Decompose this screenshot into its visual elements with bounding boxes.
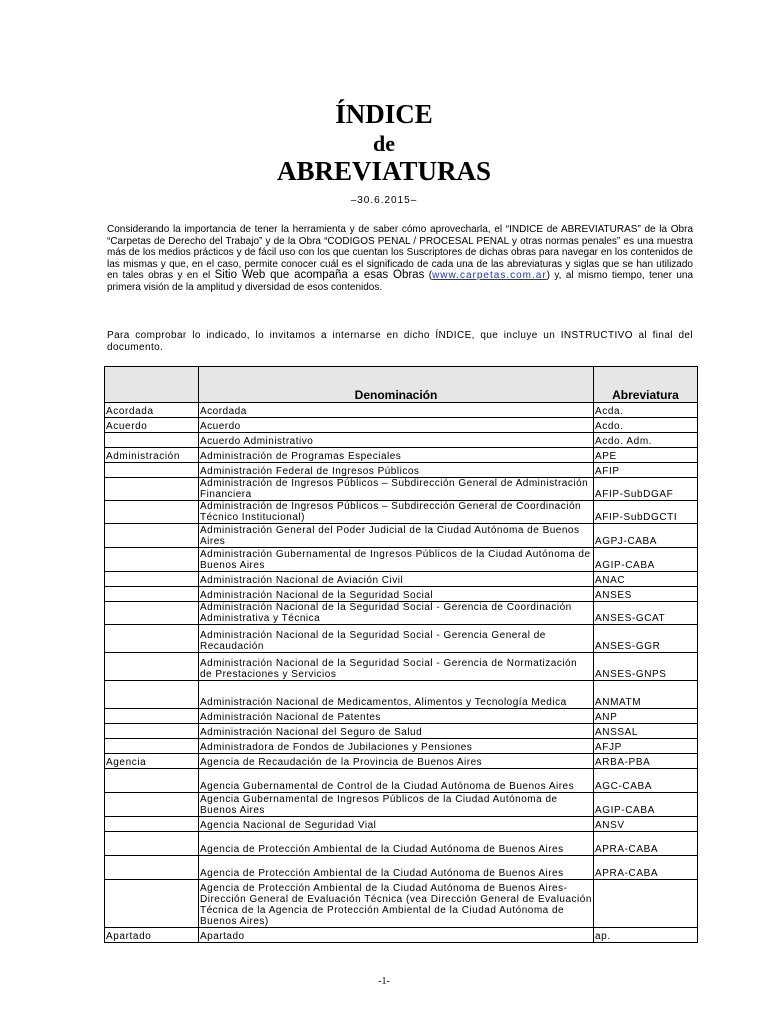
table-row <box>105 403 698 418</box>
row-category <box>105 739 199 754</box>
row-denominacion: Agencia de Recaudación de la Provincia de Buenos Aires <box>199 754 594 769</box>
row-abreviatura: AFIP <box>594 463 698 478</box>
row-abreviatura: APRA-CABA <box>594 856 698 880</box>
instructions-paragraph: Para comprobar lo indicado, lo invitamos a internarse en dicho ÍNDICE, que incluye un INSTRUCTIVO al final del documento. <box>107 330 693 353</box>
row-abreviatura: ANP <box>594 709 698 724</box>
table-row <box>105 572 698 587</box>
row-denominacion: Agencia Gubernamental de Control de la Ciudad Autónoma de Buenos Aires <box>199 769 594 793</box>
row-category <box>105 793 199 817</box>
page-subtitle: ABREVIATURAS <box>276 156 492 186</box>
row-abreviatura: APRA-CABA <box>594 832 698 856</box>
row-category <box>105 501 199 524</box>
row-denominacion: Administración General del Poder Judicial de la Ciudad Autónoma de Buenos Aires <box>199 524 594 548</box>
row-abreviatura: ANSES-GGR <box>594 625 698 653</box>
table-row <box>105 433 698 448</box>
row-denominacion: Administración Nacional de Aviación Civil <box>199 572 594 587</box>
row-denominacion: Agencia Nacional de Seguridad Vial <box>199 817 594 832</box>
table-row <box>105 724 698 739</box>
row-category: Apartado <box>105 928 199 943</box>
row-abreviatura: AFIP-SubDGAF <box>594 478 698 501</box>
row-category <box>105 524 199 548</box>
row-abreviatura: ANSES-GNPS <box>594 653 698 681</box>
row-abreviatura: ARBA-PBA <box>594 754 698 769</box>
row-denominacion: Acuerdo <box>199 418 594 433</box>
row-denominacion: Agencia de Protección Ambiental de la Ciudad Autónoma de Buenos Aires <box>199 832 594 856</box>
website-link[interactable]: www.carpetas.com.ar <box>432 270 547 282</box>
row-abreviatura: ANSES-GCAT <box>594 602 698 625</box>
table-row <box>105 856 698 880</box>
row-category <box>105 817 199 832</box>
row-abreviatura: ANSV <box>594 817 698 832</box>
table-header-row <box>105 367 698 403</box>
row-category <box>105 709 199 724</box>
row-abreviatura: ANMATM <box>594 681 698 709</box>
table-row <box>105 832 698 856</box>
table-row <box>105 587 698 602</box>
table-row <box>105 448 698 463</box>
table-row <box>105 602 698 625</box>
row-category <box>105 602 199 625</box>
table-row <box>105 501 698 524</box>
table-row <box>105 769 698 793</box>
row-abreviatura: ANSES <box>594 587 698 602</box>
row-category <box>105 653 199 681</box>
header-denominacion: Denominación <box>199 367 594 403</box>
row-abreviatura: Acda. <box>594 403 698 418</box>
table-row <box>105 681 698 709</box>
row-category <box>105 832 199 856</box>
row-denominacion: Agencia de Protección Ambiental de la Ciudad Autónoma de Buenos Aires-Dirección General de Evaluación Técnica (vea Dirección General de Evaluación Técnica de la Agencia de Protección Ambiental de la Ciudad Autónoma de Buenos Aires) <box>199 880 594 928</box>
page-title: ÍNDICE <box>335 99 433 129</box>
row-denominacion: Agencia Gubernamental de Ingresos Públicos de la Ciudad Autónoma de Buenos Aires <box>199 793 594 817</box>
row-category: Acordada <box>105 403 199 418</box>
row-denominacion: Agencia de Protección Ambiental de la Ciudad Autónoma de Buenos Aires <box>199 856 594 880</box>
row-abreviatura: ANAC <box>594 572 698 587</box>
row-denominacion: Administración de Programas Especiales <box>199 448 594 463</box>
table-row <box>105 653 698 681</box>
row-category <box>105 681 199 709</box>
row-denominacion: Administración Nacional de la Seguridad Social <box>199 587 594 602</box>
intro-text-d: ) y, al mismo tiempo, tener una primera visión de la amplitud y diversidad de esos contenidos. <box>107 270 694 293</box>
row-denominacion: Administración Nacional de la Seguridad Social - Gerencia de Coordinación Administrativa y Técnica <box>199 602 594 625</box>
row-category <box>105 724 199 739</box>
row-category: Acuerdo <box>105 418 199 433</box>
row-denominacion: Acuerdo Administrativo <box>199 433 594 448</box>
abbreviations-table <box>104 366 698 943</box>
intro-text-paren: ( <box>424 270 433 282</box>
row-category <box>105 587 199 602</box>
row-abreviatura: Acdo. <box>594 418 698 433</box>
row-category: Administración <box>105 448 199 463</box>
document-date: –30.6.2015– <box>350 195 418 206</box>
row-abreviatura: Acdo. Adm. <box>594 433 698 448</box>
row-denominacion: Apartado <box>199 928 594 943</box>
row-denominacion: Administración de Ingresos Públicos – Subdirección General de Administración Financiera <box>199 478 594 501</box>
row-category <box>105 548 199 572</box>
row-abreviatura: ap. <box>594 928 698 943</box>
table-row <box>105 928 698 943</box>
row-denominacion: Administradora de Fondos de Jubilaciones y Pensiones <box>199 739 594 754</box>
table-row <box>105 625 698 653</box>
table-row <box>105 418 698 433</box>
row-denominacion: Acordada <box>199 403 594 418</box>
row-abreviatura: AGIP-CABA <box>594 548 698 572</box>
row-category <box>105 463 199 478</box>
table-row <box>105 817 698 832</box>
intro-text-a: Considerando la importancia de tener la herramienta y de saber cómo aprovecharla, el “INDICE de ABREVIATURAS” de la Obra “Carpetas de Derecho del Trabajo” y de la Obra “CODIGOS PENAL / PROCESAL PENAL y otras normas penales” es una muestra más de los medios prácticos y de fácil uso con los que cuentan los Suscriptores de dichas obras para navegar en los contenidos de las mismas y que, en el caso, permite conocer cuál es el significado de cada una de las abreviaturas y siglas que se han utilizado en tales obras y en el <box>107 224 693 282</box>
row-category <box>105 856 199 880</box>
page-number: -1- <box>378 976 390 987</box>
row-abreviatura: AGC-CABA <box>594 769 698 793</box>
page-title-connector: de <box>373 131 395 156</box>
row-category: Agencia <box>105 754 199 769</box>
row-abreviatura: APE <box>594 448 698 463</box>
row-abreviatura: ANSSAL <box>594 724 698 739</box>
row-abreviatura: AFJP <box>594 739 698 754</box>
intro-text-website: Sitio Web que acompaña a esas Obras <box>214 269 425 282</box>
intro-paragraph <box>107 224 693 294</box>
table-row <box>105 880 698 928</box>
row-denominacion: Administración Nacional de Patentes <box>199 709 594 724</box>
row-denominacion: Administración de Ingresos Públicos – Subdirección General de Coordinación Técnico Institucional) <box>199 501 594 524</box>
row-denominacion: Administración Federal de Ingresos Públicos <box>199 463 594 478</box>
table-row <box>105 793 698 817</box>
row-abreviatura: AGIP-CABA <box>594 793 698 817</box>
row-category <box>105 625 199 653</box>
row-category <box>105 433 199 448</box>
row-abreviatura: AGPJ-CABA <box>594 524 698 548</box>
row-category <box>105 769 199 793</box>
table-row <box>105 754 698 769</box>
row-category <box>105 478 199 501</box>
row-denominacion: Administración Nacional de Medicamentos, Alimentos y Tecnología Medica <box>199 681 594 709</box>
header-category <box>105 367 199 403</box>
row-abreviatura <box>594 880 698 928</box>
row-abreviatura: AFIP-SubDGCTI <box>594 501 698 524</box>
row-category <box>105 572 199 587</box>
table-row <box>105 739 698 754</box>
row-denominacion: Administración Nacional de la Seguridad Social - Gerencia de Normatización de Prestaciones y Servicios <box>199 653 594 681</box>
row-category <box>105 880 199 928</box>
row-denominacion: Administración Nacional del Seguro de Salud <box>199 724 594 739</box>
table-row <box>105 548 698 572</box>
header-abreviatura: Abreviatura <box>594 367 698 403</box>
table-row <box>105 709 698 724</box>
table-row <box>105 478 698 501</box>
row-denominacion: Administración Nacional de la Seguridad Social - Gerencia General de Recaudación <box>199 625 594 653</box>
row-denominacion: Administración Gubernamental de Ingresos Públicos de la Ciudad Autónoma de Buenos Aires <box>199 548 594 572</box>
table-row <box>105 524 698 548</box>
table-row <box>105 463 698 478</box>
